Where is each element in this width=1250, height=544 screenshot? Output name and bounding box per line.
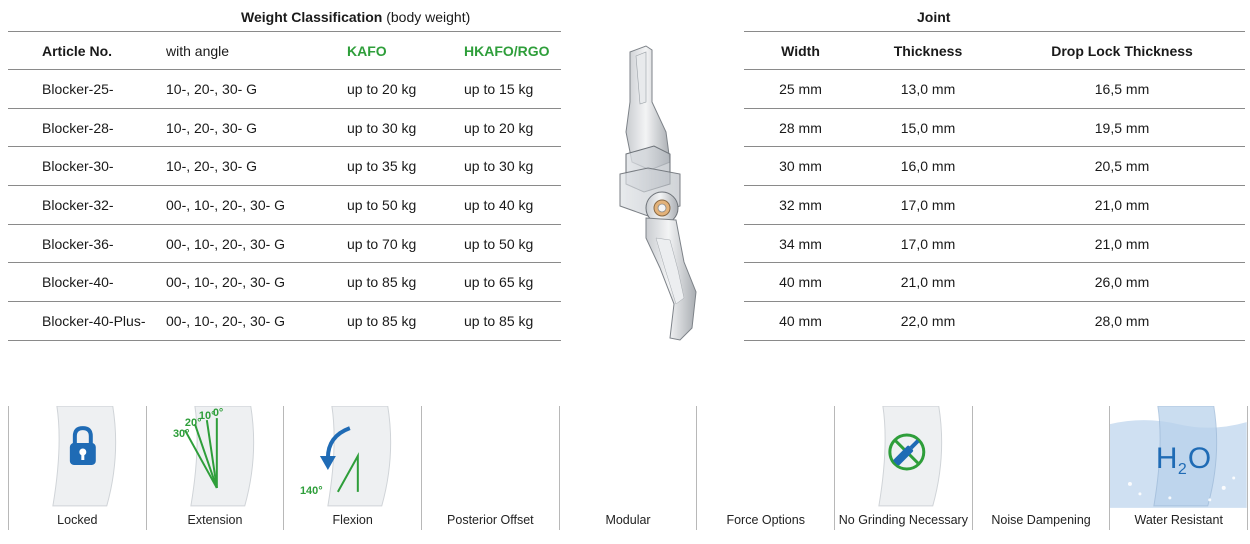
joint-row xyxy=(744,108,1245,147)
angle-cell: 10-, 20-, 30- G xyxy=(166,108,347,147)
weight-row xyxy=(8,263,561,302)
weight-classification-title-light: (body weight) xyxy=(382,9,471,25)
feature-flexion xyxy=(283,406,421,530)
drop-lock-cell: 16,5 mm xyxy=(999,70,1245,109)
weight-row xyxy=(8,147,561,186)
feature-posterior-offset xyxy=(421,406,559,530)
feature-no-grinding xyxy=(834,406,972,530)
feature-noise-dampening-label: Noise Dampening xyxy=(991,513,1091,527)
feature-flexion-label: Flexion xyxy=(332,513,373,527)
angle-cell: 00-, 10-, 20-, 30- G xyxy=(166,224,347,263)
feature-modular xyxy=(559,406,697,530)
hkafo-cell: up to 20 kg xyxy=(464,108,561,147)
hkafo-cell: up to 15 kg xyxy=(464,70,561,109)
extension-leg-illustration xyxy=(147,406,284,508)
article-no-cell: Blocker-25- xyxy=(8,70,166,109)
extension-angle-10: 10° xyxy=(198,410,216,423)
orthosis-joint-image xyxy=(600,42,720,342)
h2o-2: 2 xyxy=(1178,460,1188,478)
hkafo-cell: up to 85 kg xyxy=(464,302,561,341)
width-cell: 40 mm xyxy=(744,263,857,302)
drop-lock-cell: 28,0 mm xyxy=(999,302,1245,341)
kafo-cell: up to 50 kg xyxy=(347,186,464,225)
col-drop-lock-thickness: Drop Lock Thickness xyxy=(999,32,1245,70)
thickness-cell: 15,0 mm xyxy=(857,108,999,147)
width-cell: 40 mm xyxy=(744,302,857,341)
no-grinding-leg-illustration xyxy=(835,406,972,508)
feature-extension-label: Extension xyxy=(187,513,243,527)
weight-row xyxy=(8,186,561,225)
weight-row xyxy=(8,302,561,341)
joint-row xyxy=(744,70,1245,109)
water-resistant-illustration xyxy=(1110,406,1247,508)
joint-title xyxy=(917,9,950,25)
drop-lock-cell: 21,0 mm xyxy=(999,186,1245,225)
feature-water-resistant-label: Water Resistant xyxy=(1134,513,1223,527)
width-cell: 28 mm xyxy=(744,108,857,147)
locked-leg-illustration xyxy=(9,406,146,508)
feature-modular-label: Modular xyxy=(605,513,651,527)
kafo-cell: up to 85 kg xyxy=(347,302,464,341)
hkafo-cell: up to 65 kg xyxy=(464,263,561,302)
drop-lock-cell: 19,5 mm xyxy=(999,108,1245,147)
weight-classification-title-bold: Weight Classification xyxy=(241,9,383,25)
weight-row xyxy=(8,108,561,147)
angle-cell: 00-, 10-, 20-, 30- G xyxy=(166,263,347,302)
feature-force-options-label: Force Options xyxy=(726,513,805,527)
kafo-cell: up to 85 kg xyxy=(347,263,464,302)
kafo-cell: up to 30 kg xyxy=(347,108,464,147)
thickness-cell: 21,0 mm xyxy=(857,263,999,302)
joint-row xyxy=(744,302,1245,341)
drop-lock-cell: 21,0 mm xyxy=(999,224,1245,263)
kafo-cell: up to 35 kg xyxy=(347,147,464,186)
weight-classification-title xyxy=(241,9,470,25)
extension-angle-0: 0° xyxy=(212,407,224,420)
kafo-cell: up to 70 kg xyxy=(347,224,464,263)
joint-row xyxy=(744,224,1245,263)
angle-cell: 00-, 10-, 20-, 30- G xyxy=(166,186,347,225)
weight-row xyxy=(8,224,561,263)
article-no-cell: Blocker-40-Plus- xyxy=(8,302,166,341)
feature-locked-label: Locked xyxy=(57,513,98,527)
feature-posterior-offset-label: Posterior Offset xyxy=(447,513,534,527)
kafo-cell: up to 20 kg xyxy=(347,70,464,109)
joint-header-row xyxy=(744,32,1245,70)
h2o-h: H xyxy=(1156,441,1178,475)
angle-cell: 00-, 10-, 20-, 30- G xyxy=(166,302,347,341)
thickness-cell: 13,0 mm xyxy=(857,70,999,109)
drop-lock-cell: 20,5 mm xyxy=(999,147,1245,186)
article-no-cell: Blocker-30- xyxy=(8,147,166,186)
hkafo-cell: up to 40 kg xyxy=(464,186,561,225)
col-thickness: Thickness xyxy=(857,32,999,70)
joint-row xyxy=(744,263,1245,302)
article-no-cell: Blocker-40- xyxy=(8,263,166,302)
feature-noise-dampening xyxy=(972,406,1110,530)
col-hkafo-rgo: HKAFO/RGO xyxy=(464,32,561,70)
article-no-cell: Blocker-32- xyxy=(8,186,166,225)
joint-row xyxy=(744,186,1245,225)
hkafo-cell: up to 50 kg xyxy=(464,224,561,263)
joint-table xyxy=(744,31,1245,341)
feature-tiles xyxy=(8,406,1248,530)
width-cell: 25 mm xyxy=(744,70,857,109)
angle-cell: 10-, 20-, 30- G xyxy=(166,70,347,109)
feature-force-options xyxy=(696,406,834,530)
feature-locked xyxy=(8,406,146,530)
angle-cell: 10-, 20-, 30- G xyxy=(166,147,347,186)
article-no-cell: Blocker-28- xyxy=(8,108,166,147)
joint-row xyxy=(744,147,1245,186)
weight-header-row xyxy=(8,32,561,70)
article-no-cell: Blocker-36- xyxy=(8,224,166,263)
col-width: Width xyxy=(744,32,857,70)
h2o-o: O xyxy=(1188,441,1212,475)
weight-classification-table xyxy=(8,31,561,341)
drop-lock-cell: 26,0 mm xyxy=(999,263,1245,302)
width-cell: 30 mm xyxy=(744,147,857,186)
col-kafo: KAFO xyxy=(347,32,464,70)
thickness-cell: 17,0 mm xyxy=(857,186,999,225)
feature-water-resistant xyxy=(1109,406,1248,530)
extension-angle-20: 20° xyxy=(184,417,202,430)
extension-angle-30: 30° xyxy=(172,428,190,441)
feature-no-grinding-label: No Grinding Necessary xyxy=(838,513,968,527)
thickness-cell: 16,0 mm xyxy=(857,147,999,186)
thickness-cell: 17,0 mm xyxy=(857,224,999,263)
width-cell: 32 mm xyxy=(744,186,857,225)
flexion-leg-illustration xyxy=(284,406,421,508)
flexion-angle-140: 140° xyxy=(300,484,323,497)
hkafo-cell: up to 30 kg xyxy=(464,147,561,186)
col-article-no: Article No. xyxy=(8,32,166,70)
weight-row xyxy=(8,70,561,109)
feature-extension xyxy=(146,406,284,530)
thickness-cell: 22,0 mm xyxy=(857,302,999,341)
width-cell: 34 mm xyxy=(744,224,857,263)
joint-title-text: Joint xyxy=(917,9,951,25)
col-with-angle: with angle xyxy=(166,32,347,70)
